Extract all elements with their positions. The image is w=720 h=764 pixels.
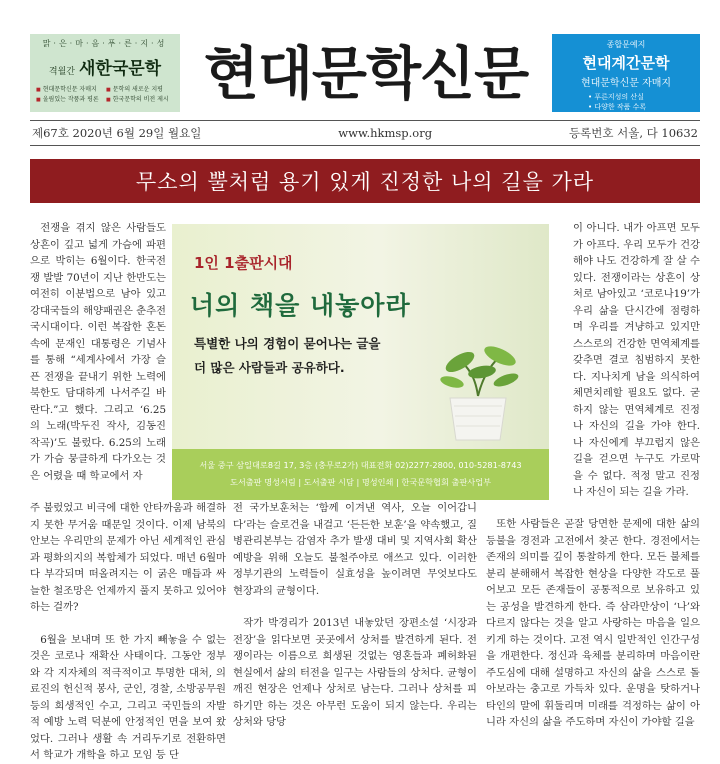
ad-description-line: 더 많은 사람들과 공유하다.: [194, 360, 345, 375]
article-paragraph: 6월을 보내며 또 한 가지 빼놓을 수 없는 것은 코로나 재확산 사태이다. 그동안 정부와 각 지자체의 적극적이고 투명한 대처, 의료진의 헌신적 봉사, 군인, 경찰, 소방공무원 등의 희생적인 수고, 그리고 국민들의 자발적 예방 노력 덕분에 안정적인 면을 보여 왔었다. 그러나 생활 속 거리두기로 전환하면서 학교가 개학을 하고 모임 등 단: [30, 633, 226, 761]
article-paragraph: 전쟁을 겪지 않은 사람들도 상흔이 깊고 넓게 가슴에 파편으로 박히는 6월이다. 한국전쟁 발발 70년이 지난 한반도는 여전히 이분법으로 남아 있고 강대국들의 해양패권은 춘추전국시대이다. 이런 복잡한 혼돈 속에 문재인 대통령은 기념사를 통해 “세계사에서 가장 슬픈 전쟁을 끝내기 위한 노력에 북한도 담대하게 나서주길 바란다.”고 했다. 그리고 ‘6.25의 노래(박두진 작사, 김동진 작곡)’도 불렀다. 6.25의 노래가 가슴 뭉클하게 다가오는 것은 어렸을 때 학교에서 자: [30, 222, 166, 482]
ad-contact-footer: [172, 449, 549, 500]
feature-item: ■ 한국문학의 비전 제시: [106, 94, 174, 103]
quarterly-feature-item: • 다양한 작품 수록: [588, 102, 700, 112]
feature-item: ■ 현대문학신문 자매지: [36, 84, 104, 93]
quarterly-magazine-title: 현대계간문학: [582, 54, 670, 72]
website-link[interactable]: www.hkmsp.org: [338, 126, 433, 140]
quarterly-magazine-category: 종합문예지: [606, 40, 646, 49]
quarterly-magazine-subtitle: 현대문학신문 자매지: [580, 78, 672, 89]
article-column-1-bottom: [30, 500, 226, 761]
article-column-3-bottom: [486, 516, 700, 732]
newspaper-nameplate: 현대문학신문: [203, 41, 529, 107]
ad-tagline: 1인 1출판시대: [194, 254, 293, 272]
registration-number: 등록번호 서울, 다 10632: [569, 126, 698, 140]
article-paragraph: 또한 사람들은 곧잘 당면한 문제에 대한 삶의 등불을 경전과 고전에서 찾곤 한다. 경전에서는 존재의 의미를 깊이 통찰하게 한다. 모든 불체를 분리 분해해서 복잡한 현상을 다양한 각도로 풀어보고 모든 존재들이 공통적으로 보유하고 있는 공성을 발견하게 한다. 즉 삼라만상이 ‘나’와 다르지 않다는 것을 알고 사랑하는 마음을 일으키게 하는 것이다. 고전 역시 일반적인 인간구성을 개편한다. 정신과 육체를 분리하며 마음이란 주도심에 대해 설명하고 자신의 삶을 스스로 돌아보라는 충고로 가득차 있다. 운명을 탓하거나 타인의 말에 휘둘리며 미래를 걱정하는 삶이 아니라 자신의 삶을 주도하며 자신이 가야할 길을: [486, 518, 700, 728]
issue-date: 제67호 2020년 6월 29일 월요일: [32, 126, 202, 140]
issue-info-bar: [30, 120, 700, 146]
article-column-2: [233, 500, 477, 732]
ad-description: [194, 332, 380, 380]
ad-address: 서울 중구 삼일대로8길 17, 3층 (충무로2가) 대표전화 02)2277-2800, 010-5281-8743: [199, 460, 522, 470]
publishing-advertisement[interactable]: [172, 224, 549, 500]
article-paragraph: 주 불렀었고 비극에 대한 안타까움과 해결하지 못한 무거움 때문일 것이다. 이제 남북의 안보는 우리만의 문제가 아닌 세계적인 관심과 평화의지의 복합체가 되었다. 매년 6월마다 부각되며 떠올려지는 이 굵은 매듭과 싸늘한 철조망은 언제까지 풀지 못하고 있어야 하는 걸까?: [30, 502, 226, 613]
article-column-1-top: [30, 220, 166, 498]
sister-magazine-features: [36, 84, 174, 103]
feature-item: ■ 울림있는 작품과 평론: [36, 94, 104, 103]
ad-publishers: 도서출판 명성서림 | 도서출판 시담 | 명성인쇄 | 한국문학협회 출판사업부: [229, 477, 492, 487]
article-paragraph: 전 국가보훈처는 ‘함께 이겨낸 역사, 오늘 이어갑니다’라는 슬로건을 내걸고 ‘든든한 보훈’을 약속했고, 질병관리본부는 감염자 추가 발생 대비 및 지역사회 확산 예방을 위해 오늘도 불철주야로 애쓰고 있다. 이러한 정부기관의 노력들이 실효성을 높이려면 무엇보다도 현장과의 균형이다.: [233, 502, 477, 597]
quarterly-magazine-box: [552, 34, 700, 112]
potted-plant-icon: [432, 342, 524, 442]
sister-magazine-box: [30, 34, 180, 112]
ad-main-slogan: 너의 책을 내놓아라: [190, 291, 411, 320]
article-headline: 무소의 뿔처럼 용기 있게 진정한 나의 길을 가라: [30, 159, 700, 203]
feature-item: ■ 문학의 새로운 지평: [106, 84, 174, 93]
sister-magazine-frequency: 격월간: [48, 67, 75, 77]
quarterly-feature-item: • 푸른지성의 산실: [588, 92, 700, 102]
sister-magazine-slogan: 맑·은·마·음·푸·른·지·성: [42, 39, 168, 48]
article-paragraph: 이 아니다. 내가 아프면 모두가 아프다. 우리 모두가 건강해야 나도 건강하게 잘 살 수 있다. 전쟁이라는 상흔이 상처로 남아있고 ‘코로나19’가 우리 삶을 단시간에 점령하며 우리를 겨냥하고 있지만 스스로의 건강한 면역체계를 갖추면 결코 침범하지 못한다. 지나치게 남을 의식하여 체면치레할 필요도 없다. 굳하지 않는 면역체계로 진정 나 자신의 길을 가야 한다. 나 자신에게 부끄럽지 않은 길을 걷으면 누구도 가로막을 수 없다. 적정 말고 진정 나 자신이 되는 길을 가라.: [573, 222, 700, 498]
article-paragraph: 작가 박경리가 2013년 내놓았던 장편소설 ‘시장과 전장’을 읽다보면 곳곳에서 상처를 발견하게 된다. 전쟁이라는 이름으로 희생된 것없는 영혼들과 폐허화된 현실에서 삶의 터전을 일구는 사람들의 상처다. 균형이 깨진 현장은 언제나 상처로 남는다. 그러나 상처를 피하기만 하는 것은 아무런 도움이 되지 않는다. 우리는 상처와 당당: [233, 617, 477, 728]
sister-magazine-name: 새한국문학: [78, 59, 162, 79]
ad-description-line: 특별한 나의 경험이 묻어나는 글을: [194, 336, 381, 351]
article-column-3-top: [573, 220, 700, 498]
